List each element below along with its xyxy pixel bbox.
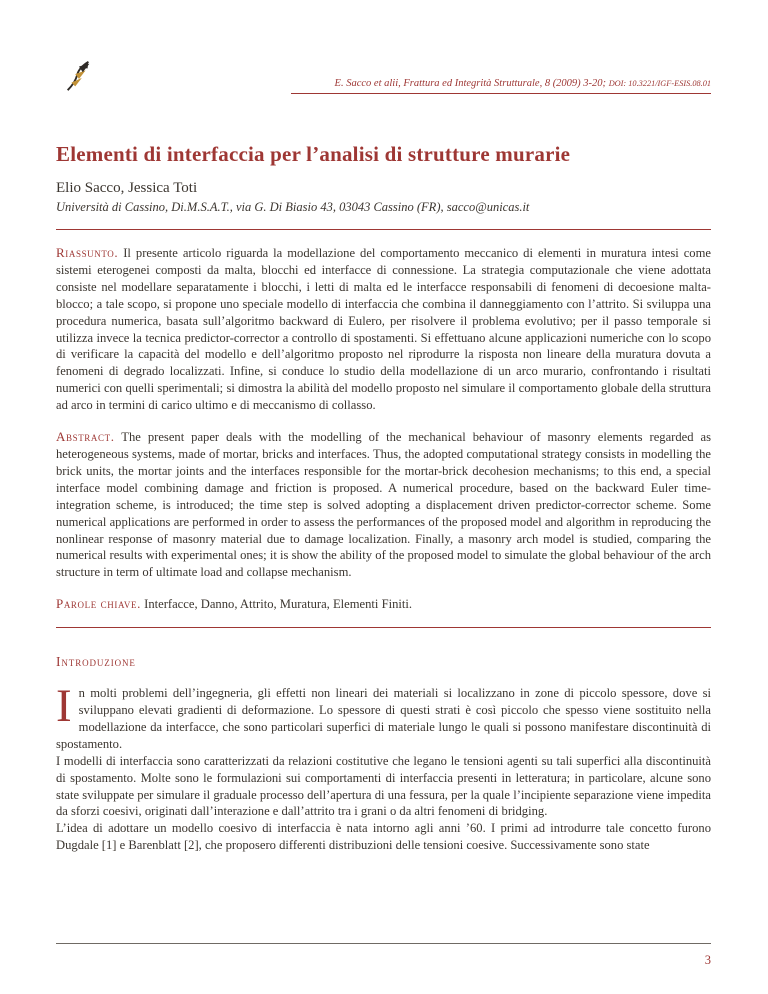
abstract-paragraph (56, 429, 711, 581)
page-footer (56, 943, 711, 968)
divider-keywords (56, 627, 711, 628)
header-citation (291, 77, 711, 94)
journal-logo-icon (62, 58, 96, 94)
riassunto-text: Il presente articolo riguarda la modellazione del comportamento meccanico di elementi in muratura intesi come sistemi eterogenei composti da malta, blocchi ed interfacce di connessione. La strategia computazionale che viene adottata consiste nel modellare separatamente i blocchi, i letti di malta ed le interfacce responsabili di fenomeni di decoesione malta-blocco; a tale scopo, si propone uno speciale modello di interfaccia che combina il danneggiamento con l’attrito. Si sviluppa una procedura numerica, basata sull’algoritmo backward di Eulero, per risolvere il problema evolutivo; per il passo temporale si utilizza invece la tecnica predictor-corrector a controllo di spostamenti. Si effettuano alcune applicazioni numeriche con lo scopo di verificare la capacità del modello e dell’algoritmo proposto nel riprodurre la risposta non lineare della muratura dovuta a fenomeni di degrado localizzati. Infine, si conduce lo studio della modellazione di un arco murario, confrontando i risultati numerici con quelli sperimentali; si dimostra la abilità del modello proposto nel simulare il comportamento globale della struttura ad arco in termini di carico ultimo e di meccanismo di collasso. (56, 246, 711, 413)
article-authors: Elio Sacco, Jessica Toti (56, 180, 198, 196)
introduction-paragraph-3: L’idea di adottare un modello coesivo di interfaccia è nata intorno agli anni ’60. I primi ad introdurre tale concetto furono Dugdale [1] e Barenblatt [2], che proposero differenti distribuzioni delle tensioni coesive. Successivamente sono state (56, 821, 711, 853)
introduction-paragraph-1 (56, 680, 711, 753)
abstract-text: The present paper deals with the modelling of the mechanical behaviour of masonry elements regarded as heterogeneous systems, made of mortar, bricks and interfaces. Thus, the adopted computational strategy consists in modelling the brick units, the mortar joints and the interfaces responsible for the mortar-brick decohesion mechanisms; to this end, a special interface model combining damage and friction is proposed. A numerical procedure, based on the backward Euler time-integration scheme, is introduced; the time step is solved adopting a displacement driven predictor-corrector scheme. Some numerical applications are performed in order to assess the performances of the proposed model and algorithm in reproducing the nonlinear response of masonry material due to damage localization. Finally, a masonry arch model is studied, comparing the numerical results with experimental ones; it is show the ability of the proposed model to simulate the global behaviour of the arch structure in term of ultimate load and collapse mechanism. (56, 430, 712, 580)
abstract-label: Abstract. (56, 429, 115, 445)
doi-text: DOI: 10.3221/IGF-ESIS.08.01 (608, 79, 711, 88)
page-header (56, 58, 711, 94)
introduction-paragraph-1-text: n molti problemi dell’ingegneria, gli effetti non lineari dei materiali si localizzano in zone di piccolo spessore, dove si sviluppano elevati gradienti di deformazione. Lo spessore di questi strati è così piccolo che spesso viene sostituito nella modellazione da interfacce, che sono particolari superfici di materiale lungo le quali si possono manifestare discontinuità di spostamento. (56, 686, 711, 751)
riassunto-paragraph (56, 245, 711, 414)
divider-top (56, 229, 711, 230)
footer-rule (56, 943, 711, 944)
introduction-paragraph-2: I modelli di interfaccia sono caratterizzati da relazioni costitutive che legano le tensioni agenti su tali superfici alla discontinuità di spostamento. Molte sono le formulazioni sui comportamenti di interfaccia presenti in letteratura; in particolare, alcune sono state sviluppate per simulare il graduale processo dell’apertura di una fessura, per la quale l’incipiente separazione viene impedita da sforzi coesivi, originati dall’interazione e dall’attrito tra i grani o da altri fenomeni di bridging. (56, 753, 711, 819)
article-title: Elementi di interfaccia per l’analisi di strutture murarie (56, 142, 571, 166)
keywords-label: Parole chiave. (56, 596, 141, 612)
drop-cap: I (56, 680, 72, 733)
keywords-text: Interfacce, Danno, Attrito, Muratura, Elementi Finiti. (144, 597, 413, 612)
riassunto-label: Riassunto. (56, 245, 119, 260)
introduction-heading: Introduzione (56, 654, 136, 670)
article-affiliation: Università di Cassino, Di.M.S.A.T., via G. Di Biasio 43, 03043 Cassino (FR), sacco@unicas.it (56, 200, 530, 214)
keywords-paragraph (56, 596, 711, 613)
page-number: 3 (704, 953, 711, 967)
citation-text: E. Sacco et alii, Frattura ed Integrità Strutturale, 8 (2009) 3-20; (334, 78, 609, 89)
